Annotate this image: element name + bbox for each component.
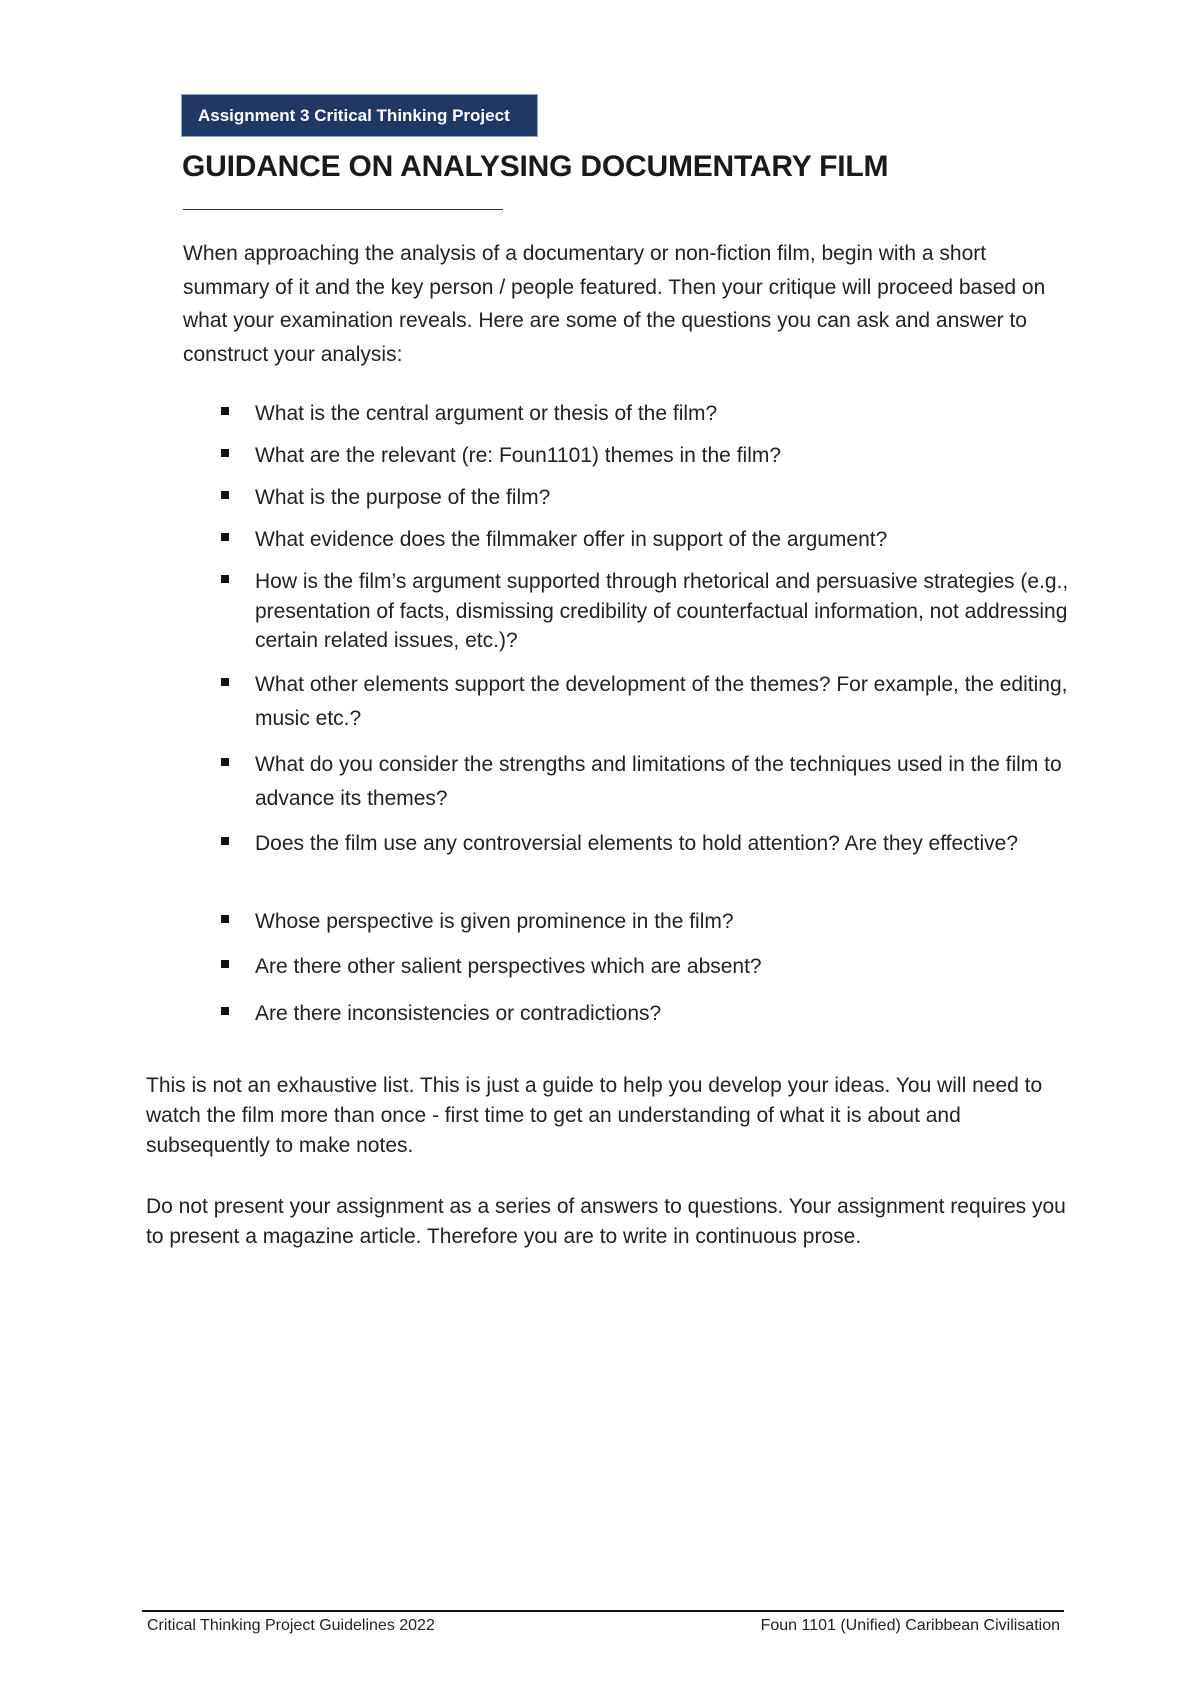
- footer-left-text: Critical Thinking Project Guidelines 2022: [147, 1617, 435, 1634]
- list-item: [255, 905, 1075, 939]
- list-item: [255, 441, 1075, 471]
- footer-right-text: Foun 1101 (Unified) Caribbean Civilisation: [760, 1617, 1060, 1634]
- closing-paragraph-1: This is not an exhaustive list. This is just a guide to help you develop your ideas. You will need to watch the film more than once - first time to get an understanding of what it is about and subsequently to make notes.: [146, 1074, 1043, 1157]
- list-item: [255, 748, 1075, 815]
- list-item: [255, 567, 1075, 656]
- list-item-text: Does the film use any controversial elements to hold attention? Are they effective?: [255, 832, 1019, 855]
- title-underline: [183, 209, 503, 210]
- list-item: [255, 827, 1075, 861]
- bullet-icon: [221, 758, 229, 766]
- closing-paragraph-2: Do not present your assignment as a series of answers to questions. Your assignment requires you to present a magazine article. Therefore you are to write in continuous prose.: [146, 1195, 1066, 1248]
- bullet-icon: [221, 1007, 229, 1015]
- bullet-icon: [221, 960, 229, 968]
- list-item-text: Are there inconsistencies or contradictions?: [255, 1002, 662, 1025]
- bullet-icon: [221, 491, 229, 499]
- bullet-icon: [221, 575, 229, 583]
- list-item-text: What is the purpose of the film?: [255, 486, 551, 509]
- bullet-icon: [221, 837, 229, 845]
- list-item-text: Whose perspective is given prominence in the film?: [255, 910, 734, 933]
- list-item-text: What other elements support the development of the themes? For example, the editing, music etc.?: [255, 673, 1068, 730]
- list-item: [255, 483, 1075, 513]
- list-item: [255, 525, 1075, 555]
- bullet-icon: [221, 915, 229, 923]
- list-item-text: What evidence does the filmmaker offer in support of the argument?: [255, 528, 888, 551]
- list-item-text: How is the film’s argument supported through rhetorical and persuasive strategies (e.g., presentation of facts, dismissing credibility of counterfactual information, not addressing certain related issues, etc.)?: [255, 570, 1069, 652]
- intro-paragraph: When approaching the analysis of a documentary or non-fiction film, begin with a short summary of it and the key person / people featured. Then your critique will proceed based on what your examination reveals. Here are some of the questions you can ask and answer to construct your analysis:: [183, 242, 1046, 366]
- assignment-badge: Assignment 3 Critical Thinking Project: [181, 94, 538, 137]
- list-item: [255, 950, 1075, 984]
- list-item: [255, 668, 1075, 735]
- list-item-text: What do you consider the strengths and limitations of the techniques used in the film to advance its themes?: [255, 753, 1062, 810]
- bullet-icon: [221, 449, 229, 457]
- bullet-icon: [221, 407, 229, 415]
- footer-rule: [142, 1610, 1064, 1612]
- list-item: [255, 997, 1075, 1031]
- list-item-text: Are there other salient perspectives which are absent?: [255, 955, 762, 978]
- list-item: [255, 399, 1075, 429]
- bullet-icon: [221, 533, 229, 541]
- list-item-text: What are the relevant (re: Foun1101) themes in the film?: [255, 444, 782, 467]
- list-item-text: What is the central argument or thesis of the film?: [255, 402, 718, 425]
- page-title: GUIDANCE ON ANALYSING DOCUMENTARY FILM: [182, 150, 889, 183]
- bullet-icon: [221, 678, 229, 686]
